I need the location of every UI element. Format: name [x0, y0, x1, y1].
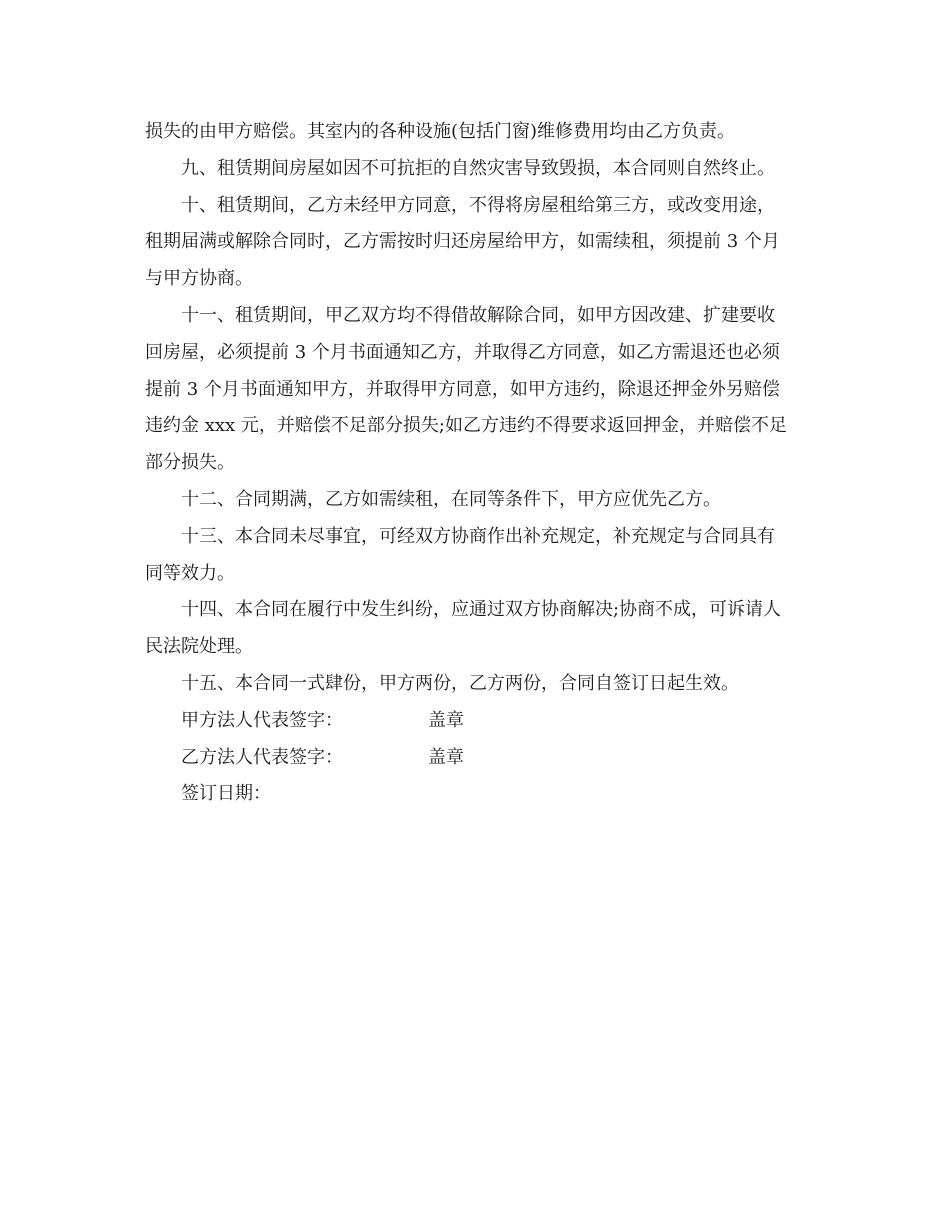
clause-11-line-5: 部分损失。: [145, 452, 235, 474]
clause-14-line-1: 十四、本合同在履行中发生纠纷，应通过双方协商解决;协商不成，可诉请人: [181, 599, 782, 621]
party-b-signature-row: [145, 740, 807, 777]
clause-12: 十二、合同期满，乙方如需续租，在同等条件下，甲方应优先乙方。: [181, 488, 721, 510]
clause-10-line-3: 与甲方协商。: [145, 268, 253, 290]
paragraph-8-continuation: 损失的由甲方赔偿。其室内的各种设施(包括门窗)维修费用均由乙方负责。: [145, 121, 736, 142]
clause-10-line-1: 十、租赁期间，乙方未经甲方同意，不得将房屋租给第三方，或改变用途，: [181, 194, 775, 216]
party-b-seal-label: 盖章: [428, 746, 464, 768]
clause-11-line-3: 提前 3 个月书面通知甲方，并取得甲方同意，如甲方违约，除退还押金外另赔偿: [145, 378, 780, 400]
clause-15: 十五、本合同一式肆份，甲方两份，乙方两份，合同自签订日起生效。: [181, 672, 739, 694]
clause-11: [145, 298, 807, 482]
clause-11-line-2: 回房屋，必须提前 3 个月书面通知乙方，并取得乙方同意，如乙方需退还也必须: [145, 341, 780, 363]
clause-11-line-1: 十一、租赁期间，甲乙双方均不得借故解除合同，如甲方因改建、扩建要收: [181, 304, 775, 326]
clause-14: [145, 592, 807, 666]
party-b-signature-label: 乙方法人代表签字：: [181, 746, 343, 768]
signing-date-label: 签订日期：: [181, 783, 271, 805]
party-a-signature-label: 甲方法人代表签字：: [181, 709, 343, 731]
clause-10-line-2: 租期届满或解除合同时，乙方需按时归还房屋给甲方，如需续租，须提前 3 个月: [145, 231, 780, 253]
clause-14-line-2: 民法院处理。: [145, 636, 253, 658]
clause-13-line-1: 十三、本合同未尽事宜，可经双方协商作出补充规定，补充规定与合同具有: [181, 525, 775, 547]
clause-11-line-4: 违约金 xxx 元，并赔偿不足部分损失;如乙方违约不得要求返回押金，并赔偿不足: [145, 415, 787, 437]
clause-10: [145, 188, 807, 298]
party-a-signature-row: [145, 703, 807, 740]
party-a-seal-label: 盖章: [428, 709, 464, 731]
clause-13-line-2: 同等效力。: [145, 562, 235, 584]
document-page: [145, 114, 807, 813]
clause-9: 九、租赁期间房屋如因不可抗拒的自然灾害导致毁损，本合同则自然终止。: [181, 157, 775, 179]
signing-date-row: [145, 776, 807, 813]
clause-13: [145, 519, 807, 593]
